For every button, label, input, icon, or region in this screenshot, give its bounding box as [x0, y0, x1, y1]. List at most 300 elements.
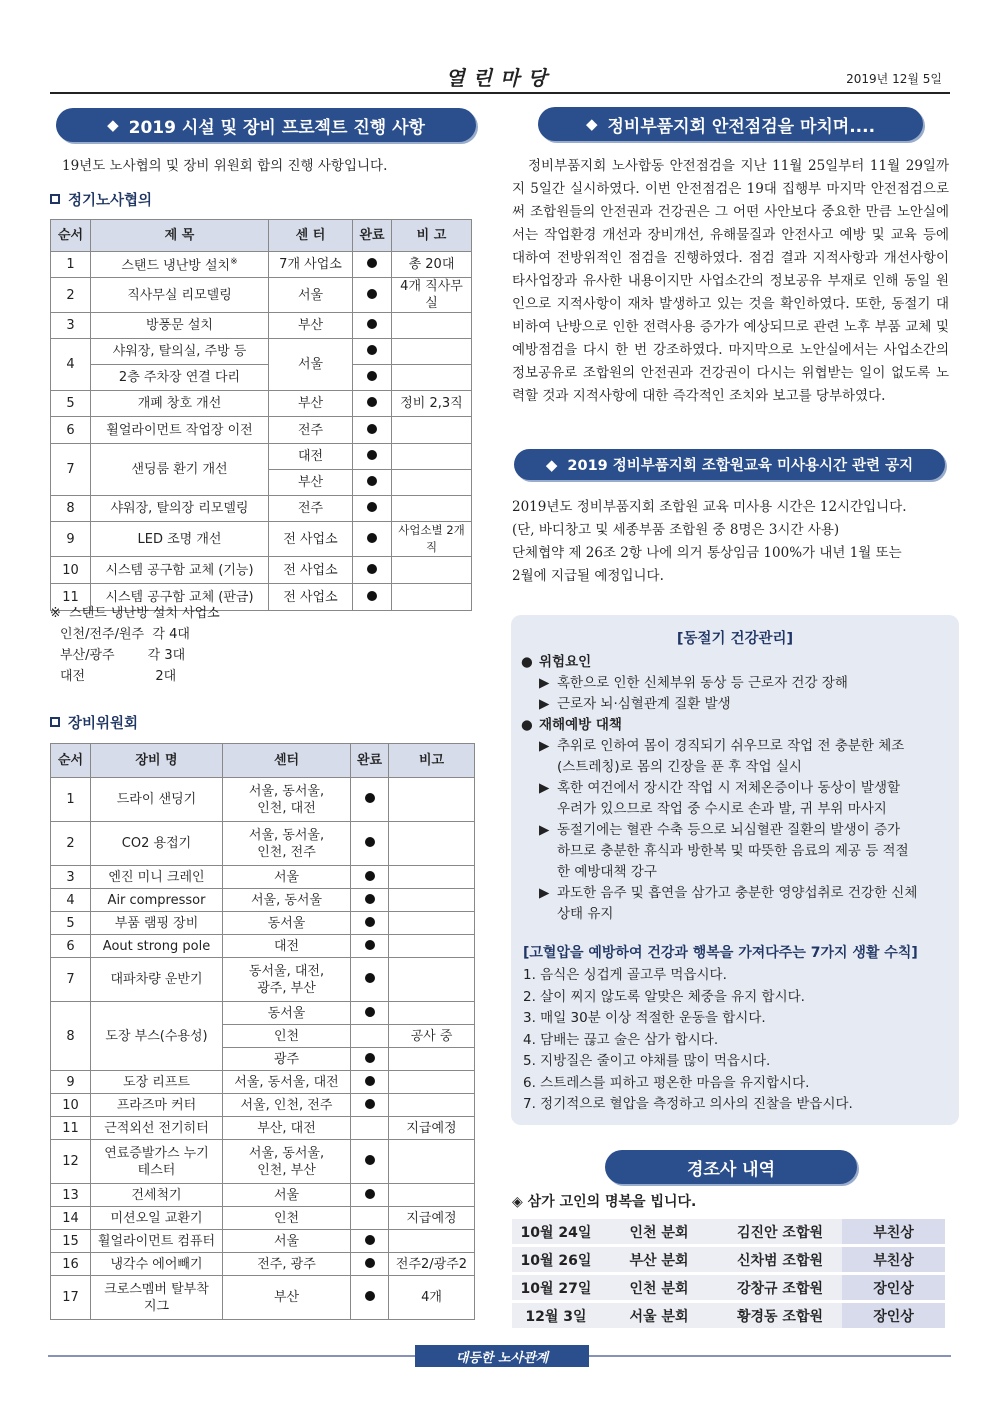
cell: 인천 분회 — [600, 1275, 718, 1300]
row-number: 9 — [51, 522, 91, 557]
equipment-committee-heading — [50, 712, 138, 733]
table-row — [51, 935, 475, 958]
row-note — [392, 557, 472, 584]
completed-dot-icon — [365, 1189, 375, 1199]
row-number: 11 — [51, 584, 91, 611]
completed-dot-icon — [367, 319, 377, 329]
row-number: 8 — [51, 496, 91, 522]
center-line: 인천, 전주 — [257, 844, 316, 860]
table-row — [51, 1253, 475, 1276]
equipment-name-line: 연료증발가스 누기 — [104, 1145, 209, 1161]
row-title-text: 방풍문 설치 — [146, 318, 213, 333]
risk-section — [521, 652, 951, 925]
header-rule — [50, 92, 950, 94]
education-notice-line: 단체협약 제 26조 2항 나에 의거 통상임금 100%가 내년 1월 또는 — [512, 545, 902, 561]
row-center — [223, 1071, 351, 1094]
prevent-line: (스트레칭)로 몸의 긴장을 푼 후 작업 실시 — [557, 759, 802, 775]
row-number: 17 — [51, 1276, 91, 1320]
completed-dot-icon — [367, 289, 377, 299]
rule-item: 7. 정기적으로 혈압을 측정하고 의사의 진찰을 받읍시다. — [523, 1096, 853, 1112]
prevent-title: 재해예방 대책 — [539, 717, 622, 733]
cell: 장인상 — [842, 1303, 945, 1328]
center-line: 서울 — [273, 1187, 300, 1203]
row-center — [223, 1048, 351, 1071]
row-note — [389, 1094, 475, 1117]
row-number: 3 — [51, 866, 91, 889]
done-cell — [351, 1094, 389, 1117]
row-note — [392, 365, 472, 391]
row-center — [223, 1117, 351, 1140]
row-center: 부산 — [269, 313, 353, 339]
row-title — [91, 278, 269, 313]
column-header: 완료 — [353, 220, 392, 252]
done-cell — [353, 470, 392, 496]
table-row — [51, 1230, 475, 1253]
table-row — [51, 1207, 475, 1230]
row-number: 2 — [51, 278, 91, 313]
done-cell — [353, 584, 392, 611]
row-number: 7 — [51, 958, 91, 1002]
done-cell — [353, 313, 392, 339]
row-center — [223, 1253, 351, 1276]
center-line: 동서울 — [267, 915, 306, 931]
labor-council-heading — [50, 189, 152, 210]
row-note — [392, 313, 472, 339]
row-number: 6 — [51, 935, 91, 958]
done-cell — [351, 1184, 389, 1207]
table-row — [51, 778, 475, 822]
condolence-row — [512, 1275, 945, 1300]
triangle-bullet-icon: ▶ — [539, 885, 550, 901]
center-line: 인천 — [273, 1028, 300, 1044]
column-header: 완료 — [351, 744, 389, 778]
row-note — [392, 496, 472, 522]
center-line: 인천, 대전 — [257, 800, 316, 816]
table-row — [51, 1002, 475, 1025]
center-line: 서울, 동서울, — [248, 827, 325, 843]
completed-dot-icon — [365, 793, 375, 803]
done-cell — [353, 365, 392, 391]
footnote-line: 대전 2대 — [60, 669, 177, 684]
row-title — [91, 496, 269, 522]
done-cell — [351, 1048, 389, 1071]
table-header-row — [51, 744, 475, 778]
prevent-line: 과도한 음주 및 흡연을 삼가고 충분한 영양섭취로 건강한 신체 — [557, 885, 918, 901]
safety-inspection-body: 정비부품지회 노사합동 안전점검을 지난 11월 25일부터 11월 29일까지 5일간 실시하였다. 이번 안전점검은 19대 집행부 마지막 안전점검으로써 조합원들의 안전권과 건강권은 그 어떤 사안보다 중요한 만큼 노안실에서는 작업환경 개선과 장비개선, 유해물질과 안전사고 예방 및 교육 등에 대하여 전방위적인 점검을 진행하였다. 점검 결과 지적사항과 개선사항이 타사업장과 유사한 내용이지만 사업소간의 정보공유 부재로 인해 동일 원인으로 지적사항이 재차 발생하고 있는 것을 확인하였다. 또한, 동절기 대비하여 난방으로 인한 전력사용 증가가 예상되므로 관련 노후 부품 교체 및 예방점검을 다시 한 번 강조하였다. 마지막으로 노안실에서는 사업소간의 정보공유로 조합원의 안전권과 건강권이 다시는 위협받는 일이 없도록 노력할 것과 지적사항에 대한 즉각적인 조치와 보고를 당부하였다. — [512, 158, 949, 404]
square-bullet-icon — [50, 194, 60, 204]
safety-inspection-heading-text: 정비부품지회 안전점검을 마치며.... — [607, 116, 876, 137]
row-center — [223, 958, 351, 1002]
done-cell — [351, 1071, 389, 1094]
row-center — [223, 866, 351, 889]
row-center — [223, 1094, 351, 1117]
center-line: 부산 — [273, 1290, 300, 1305]
triangle-bullet-icon: ▶ — [539, 738, 550, 754]
completed-dot-icon — [367, 450, 377, 460]
row-equipment-name: 프라즈마 커터 — [91, 1094, 223, 1117]
column-header: 비 고 — [392, 220, 472, 252]
row-note: 정비 2,3직 — [392, 391, 472, 417]
row-title-text: 샌딩룸 환기 개선 — [131, 462, 228, 477]
row-note — [392, 444, 472, 470]
row-note — [389, 822, 475, 866]
diamond-icon: ◆ — [107, 116, 119, 134]
hypertension-rules-title: [고혈압을 예방하여 건강과 행복을 가져다주는 7가지 생활 수칙] — [523, 945, 918, 961]
prevent-item — [557, 883, 951, 925]
issue-date: 2019년 12월 5일 — [846, 72, 942, 86]
completed-dot-icon — [365, 1007, 375, 1017]
education-notice-body — [512, 496, 952, 588]
table-row — [51, 444, 472, 470]
footer-label: 대등한 노사관계 — [415, 1345, 589, 1367]
table-row — [51, 496, 472, 522]
completed-dot-icon — [365, 917, 375, 927]
table-row — [51, 889, 475, 912]
cell: 부친상 — [842, 1219, 945, 1244]
done-cell — [353, 252, 392, 278]
row-center — [223, 1207, 351, 1230]
prevent-line: 추위로 인하여 몸이 경직되기 쉬우므로 작업 전 충분한 체조 — [557, 738, 905, 754]
cell: 인천 분회 — [600, 1219, 718, 1244]
row-note — [392, 584, 472, 611]
table-row — [51, 557, 472, 584]
risk-item: 혹한으로 인한 신체부위 동상 등 근로자 건강 장해 — [557, 675, 848, 691]
table-row — [51, 1094, 475, 1117]
table-row — [51, 958, 475, 1002]
row-title-text: LED 조명 개선 — [137, 531, 222, 547]
circle-bullet-icon: ● — [521, 654, 533, 670]
row-equipment-name: 근적외선 전기히터 — [91, 1117, 223, 1140]
row-equipment-name — [91, 1276, 223, 1320]
row-center: 전주 — [269, 496, 353, 522]
row-title — [91, 444, 269, 496]
education-notice-line: (단, 바디창고 및 세종부품 조합원 중 8명은 3시간 사용) — [512, 522, 840, 538]
facility-project-heading-text: 2019 시설 및 장비 프로젝트 진행 사항 — [128, 117, 425, 138]
row-number: 5 — [51, 391, 91, 417]
row-note — [389, 1184, 475, 1207]
education-notice-line: 2월에 지급될 예정입니다. — [512, 568, 664, 584]
center-line: 광주 — [273, 1051, 300, 1067]
row-title — [91, 313, 269, 339]
center-line: 대전 — [273, 938, 300, 954]
row-note — [389, 1071, 475, 1094]
table-row — [51, 313, 472, 339]
table-row — [51, 822, 475, 866]
row-note — [392, 417, 472, 444]
completed-dot-icon — [367, 345, 377, 355]
row-note: 공사 중 — [389, 1025, 475, 1048]
winter-health-title: [동절기 건강관리] — [676, 631, 794, 647]
row-center: 전 사업소 — [269, 557, 353, 584]
table-row — [51, 365, 472, 391]
center-line: 서울, 동서울, — [248, 783, 325, 799]
labor-council-table — [50, 219, 472, 611]
completed-dot-icon — [367, 397, 377, 407]
table-row — [51, 417, 472, 444]
condolence-row — [512, 1219, 945, 1244]
table-row — [51, 1184, 475, 1207]
table-row — [51, 1071, 475, 1094]
row-equipment-name: 드라이 샌딩기 — [91, 778, 223, 822]
footnote — [50, 603, 220, 687]
row-note — [389, 1140, 475, 1184]
cell: 강창규 조합원 — [718, 1275, 842, 1300]
table-row — [51, 278, 472, 313]
square-bullet-icon — [50, 717, 60, 727]
row-number: 11 — [51, 1117, 91, 1140]
row-number: 3 — [51, 313, 91, 339]
row-equipment-name: 미션오일 교환기 — [91, 1207, 223, 1230]
completed-dot-icon — [367, 591, 377, 601]
rule-item: 5. 지방질은 줄이고 야채를 많이 먹읍시다. — [523, 1053, 771, 1069]
center-line: 광주, 부산 — [257, 980, 316, 996]
cell: 신차범 조합원 — [718, 1247, 842, 1272]
row-title-text: 직사무실 리모델링 — [127, 287, 232, 303]
done-cell — [351, 1140, 389, 1184]
column-header: 순서 — [51, 220, 91, 252]
completed-dot-icon — [365, 871, 375, 881]
done-cell — [353, 522, 392, 557]
rule-item: 1. 음식은 싱겁게 골고루 먹읍시다. — [523, 967, 727, 983]
row-note — [392, 339, 472, 365]
prevent-line: 우려가 있으므로 작업 중 수시로 손과 발, 귀 부위 마사지 — [557, 801, 887, 817]
row-note — [389, 866, 475, 889]
prevent-line: 상태 유지 — [557, 906, 614, 922]
done-cell — [351, 935, 389, 958]
column-header: 제 목 — [91, 220, 269, 252]
row-equipment-name — [91, 1140, 223, 1184]
prevent-line: 하므로 충분한 휴식과 방한복 및 따뜻한 음료의 제공 등 적절 — [557, 843, 909, 859]
triangle-bullet-icon: ▶ — [539, 675, 550, 691]
center-line: 부산, 대전 — [257, 1120, 316, 1136]
triangle-bullet-icon: ▶ — [539, 780, 550, 796]
condolence-row — [512, 1247, 945, 1272]
table-row — [51, 391, 472, 417]
table-row — [51, 1117, 475, 1140]
cell: 10월 26일 — [512, 1247, 600, 1272]
facility-intro: 19년도 노사협의 및 장비 위원회 합의 진행 사항입니다. — [62, 158, 388, 174]
done-cell — [351, 778, 389, 822]
row-center — [223, 935, 351, 958]
done-cell — [353, 391, 392, 417]
completed-dot-icon — [365, 1258, 375, 1268]
newsletter-title: 열린마당 — [445, 66, 555, 90]
completed-dot-icon — [365, 940, 375, 950]
cell: 장인상 — [842, 1275, 945, 1300]
column-header: 비고 — [389, 744, 475, 778]
row-number: 6 — [51, 417, 91, 444]
row-equipment-name: 대파차량 운반기 — [91, 958, 223, 1002]
row-number: 8 — [51, 1002, 91, 1071]
done-cell — [353, 278, 392, 313]
row-title — [91, 522, 269, 557]
row-equipment-name: 휠얼라이먼트 컴퓨터 — [91, 1230, 223, 1253]
table-row — [51, 1276, 475, 1320]
row-title — [91, 417, 269, 444]
row-number: 1 — [51, 778, 91, 822]
row-note — [389, 889, 475, 912]
row-note: 총 20대 — [392, 252, 472, 278]
completed-dot-icon — [365, 837, 375, 847]
row-center — [223, 889, 351, 912]
row-note — [389, 1048, 475, 1071]
center-line: 서울, 동서울 — [250, 892, 323, 908]
row-title — [91, 365, 269, 391]
row-number: 5 — [51, 912, 91, 935]
completed-dot-icon — [365, 1235, 375, 1245]
equipment-name-line: 크로스멤버 탈부착 — [104, 1281, 209, 1297]
row-note — [389, 1002, 475, 1025]
done-cell — [351, 1276, 389, 1320]
row-equipment-name: 건세척기 — [91, 1184, 223, 1207]
done-cell — [351, 958, 389, 1002]
completed-dot-icon — [365, 973, 375, 983]
row-title-text: 샤워장, 탈의장 리모델링 — [110, 501, 249, 516]
prevent-line: 한 예방대책 강구 — [557, 864, 657, 880]
row-number: 16 — [51, 1253, 91, 1276]
center-line: 서울 — [273, 869, 300, 885]
row-title-text: 2층 주차장 연결 다리 — [118, 370, 241, 385]
row-equipment-name: 냉각수 에어빼기 — [91, 1253, 223, 1276]
row-center: 부산 — [269, 391, 353, 417]
done-cell — [353, 557, 392, 584]
row-note: 4개 — [389, 1276, 475, 1320]
footnote-line: 인천/전주/원주 각 4대 — [60, 627, 190, 642]
column-header: 순서 — [51, 744, 91, 778]
completed-dot-icon — [367, 371, 377, 381]
done-cell — [351, 1025, 389, 1048]
done-cell — [353, 417, 392, 444]
row-center: 부산 — [269, 470, 353, 496]
row-title-text: 휠얼라이먼트 작업장 이전 — [106, 422, 253, 438]
row-note: 4개 직사무실 — [392, 278, 472, 313]
prevent-item — [557, 820, 951, 883]
triangle-bullet-icon: ▶ — [539, 822, 550, 838]
footnote-title: ※ 스탠드 냉난방 설치 사업소 — [50, 606, 220, 621]
education-notice-line: 2019년도 정비부품지회 조합원 교육 미사용 시간은 12시간입니다. — [512, 499, 907, 515]
center-line: 동서울, 대전, — [248, 963, 325, 979]
equipment-name-line: 지그 — [143, 1298, 170, 1314]
triangle-bullet-icon: ▶ — [539, 696, 550, 712]
row-note — [389, 778, 475, 822]
completed-dot-icon — [365, 1291, 375, 1301]
safety-inspection-heading — [538, 107, 923, 141]
center-line: 서울, 동서울, — [248, 1145, 325, 1161]
education-notice-heading — [514, 449, 945, 480]
row-equipment-name: Aout strong pole — [91, 935, 223, 958]
row-center — [223, 1025, 351, 1048]
column-header: 센 터 — [269, 220, 353, 252]
row-title-text: 스탠드 냉난방 설치 — [121, 258, 231, 274]
row-center — [223, 1140, 351, 1184]
row-note: 지급예정 — [389, 1117, 475, 1140]
row-number: 7 — [51, 444, 91, 496]
row-note — [392, 470, 472, 496]
row-number: 10 — [51, 1094, 91, 1117]
table-row — [51, 339, 472, 365]
cell: 황경동 조합원 — [718, 1303, 842, 1328]
row-number: 10 — [51, 557, 91, 584]
completed-dot-icon — [367, 533, 377, 543]
done-cell — [351, 889, 389, 912]
row-center — [223, 1002, 351, 1025]
risk-item: 근로자 뇌·심혈관계 질환 발생 — [557, 696, 731, 712]
done-cell — [351, 912, 389, 935]
row-equipment-name: 도장 리프트 — [91, 1071, 223, 1094]
row-number: 4 — [51, 339, 91, 391]
equipment-committee-table — [50, 743, 475, 1320]
row-center — [223, 912, 351, 935]
row-center: 전주 — [269, 417, 353, 444]
row-center: 서울 — [269, 339, 353, 391]
condolence-table — [512, 1216, 945, 1331]
row-number: 15 — [51, 1230, 91, 1253]
prevent-line: 혹한 여건에서 장시간 작업 시 저체온증이나 동상이 발생할 — [557, 780, 901, 796]
row-center: 서울 — [269, 278, 353, 313]
education-notice-heading-text: 2019 정비부품지회 조합원교육 미사용시간 관련 공지 — [567, 458, 914, 474]
footnote-line: 부산/광주 각 3대 — [60, 648, 186, 663]
completed-dot-icon — [365, 1155, 375, 1165]
diamond-icon: ◆ — [545, 455, 558, 474]
row-number: 2 — [51, 822, 91, 866]
done-cell — [353, 339, 392, 365]
row-center — [223, 1230, 351, 1253]
table-row — [51, 1140, 475, 1184]
row-number: 12 — [51, 1140, 91, 1184]
completed-dot-icon — [365, 1053, 375, 1063]
center-line: 서울, 동서울, 대전 — [234, 1074, 339, 1090]
row-number: 13 — [51, 1184, 91, 1207]
rule-item: 4. 담배는 끊고 술은 삼가 합시다. — [523, 1031, 719, 1048]
cell: 서울 분회 — [600, 1303, 718, 1328]
row-number: 1 — [51, 252, 91, 278]
done-cell — [351, 1002, 389, 1025]
done-cell — [351, 822, 389, 866]
table-row — [51, 912, 475, 935]
row-number: 4 — [51, 889, 91, 912]
table-row — [51, 522, 472, 557]
row-note: 지급예정 — [389, 1207, 475, 1230]
completed-dot-icon — [365, 1076, 375, 1086]
prevent-item — [557, 736, 951, 778]
column-header: 센터 — [223, 744, 351, 778]
row-equipment-name: CO2 용접기 — [91, 822, 223, 866]
done-cell — [351, 1230, 389, 1253]
completed-dot-icon — [365, 894, 375, 904]
row-equipment-name: 도장 부스(수용성) — [91, 1002, 223, 1071]
condolence-subtitle: ◈ 삼가 고인의 명복을 빕니다. — [512, 1194, 697, 1210]
rule-item: 6. 스트레스를 피하고 평온한 마음을 유지합시다. — [523, 1074, 810, 1091]
cell: 김진안 조합원 — [718, 1219, 842, 1244]
completed-dot-icon — [367, 502, 377, 512]
row-center: 7개 사업소 — [269, 252, 353, 278]
center-line: 전주, 광주 — [257, 1256, 316, 1272]
winter-health-panel — [511, 615, 959, 1125]
row-note — [389, 912, 475, 935]
completed-dot-icon — [367, 258, 377, 268]
row-note — [389, 958, 475, 1002]
footnote-mark: ※ — [230, 257, 238, 268]
row-note — [389, 1230, 475, 1253]
cell: 10월 27일 — [512, 1275, 600, 1300]
risk-title: 위험요인 — [539, 654, 592, 670]
completed-dot-icon — [367, 476, 377, 486]
row-title — [91, 391, 269, 417]
rule-item: 3. 매일 30분 이상 적절한 운동을 합시다. — [523, 1010, 766, 1026]
cell: 10월 24일 — [512, 1219, 600, 1244]
row-center — [223, 1184, 351, 1207]
done-cell — [351, 1207, 389, 1230]
